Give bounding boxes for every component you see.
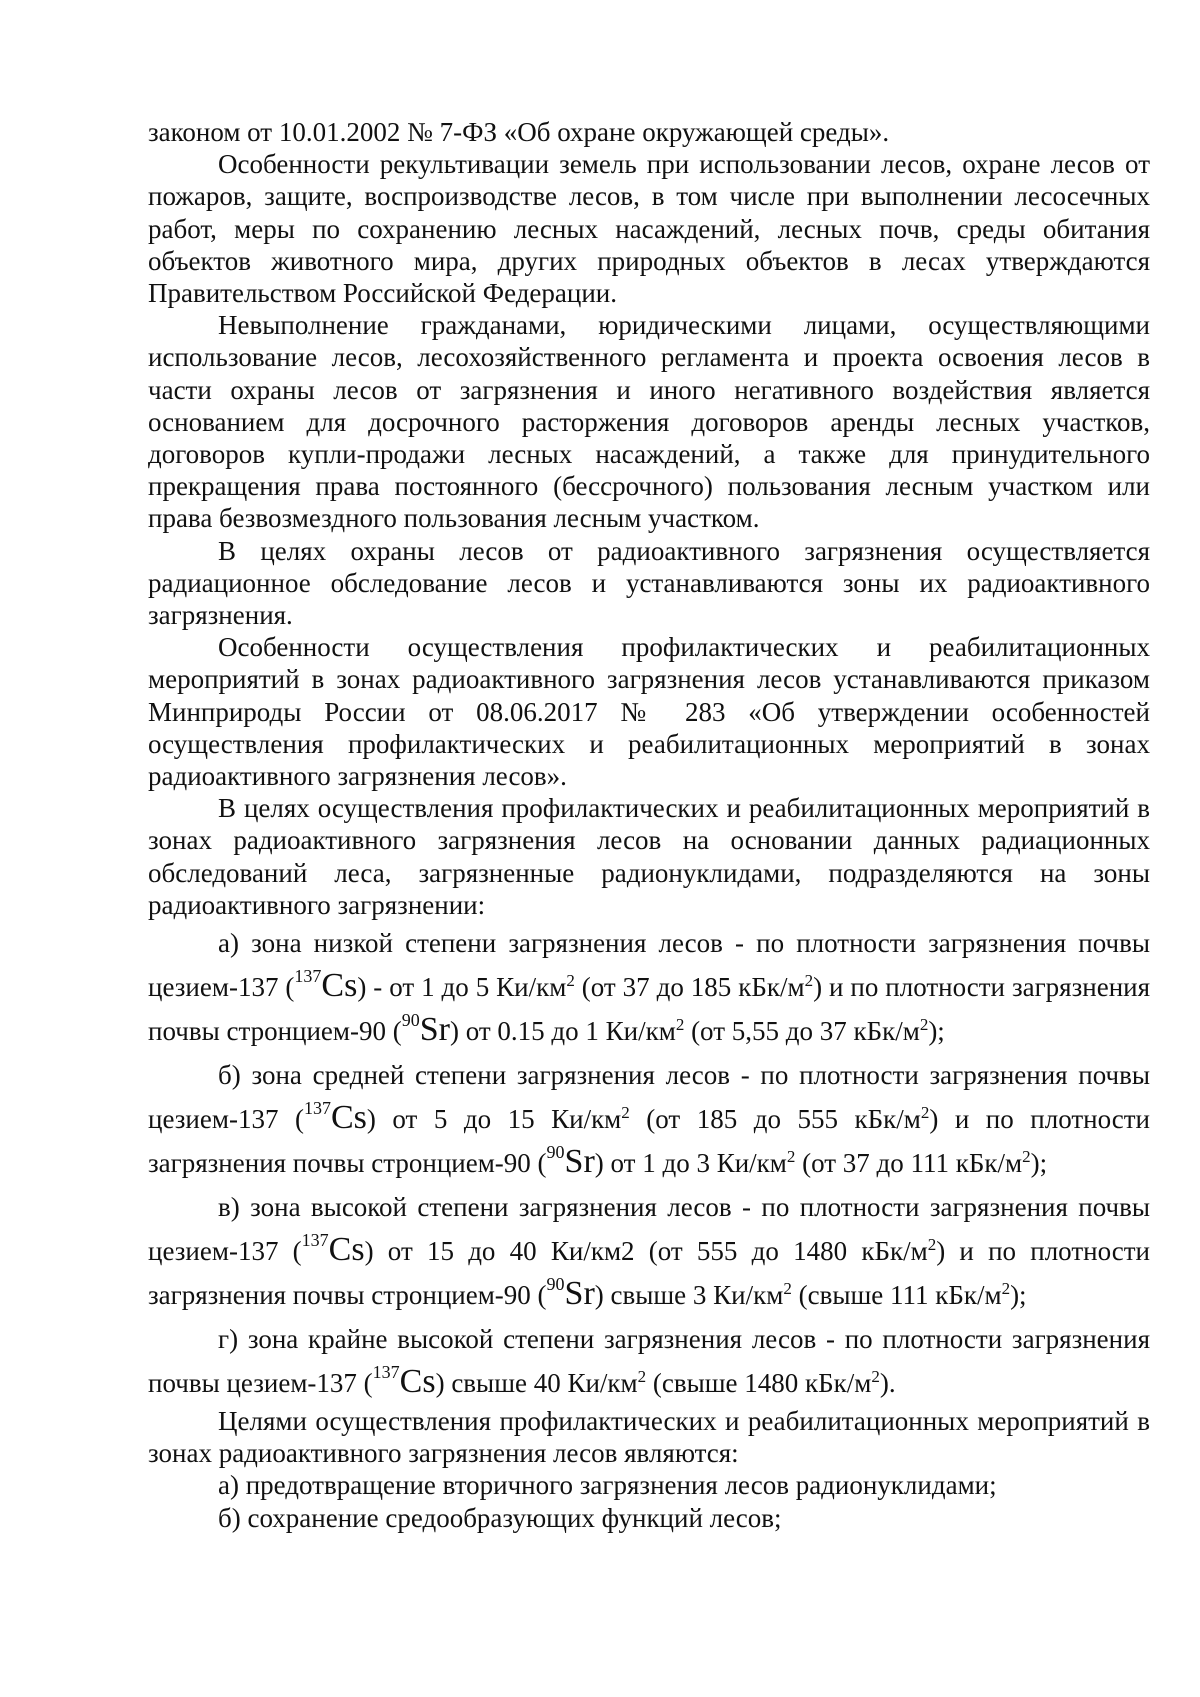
zone-high-text-6: ); [1010, 1280, 1027, 1311]
zone-high-text-3: ) и по плотности загрязнения почвы стронцием-90 ( [148, 1236, 1150, 1311]
zone-low-text-1: а) зона низкой степени загрязнения лесов - по плотности загрязнения почвы цезием-137 ( [148, 928, 1150, 1003]
superscript-2: 2 [920, 1103, 930, 1123]
zone-low-text-7: ); [928, 1016, 945, 1047]
zone-very-high-text-2: ) свыше 40 Ки/км [435, 1368, 638, 1399]
superscript-2: 2 [566, 971, 575, 991]
zone-high-text-1: в) зона высокой степени загрязнения лесов - по плотности загрязнения почвы цезием-137 ( [148, 1192, 1150, 1267]
superscript-2: 2 [919, 1015, 929, 1035]
goal-item-b: б) сохранение средообразующих функций лесов; [218, 1502, 782, 1533]
paragraph-law-reference: законом от 10.01.2002 № 7-ФЗ «Об охране окружающей среды». [148, 117, 890, 147]
zone-high-item [148, 1185, 1150, 1317]
goal-item-a: а) предотвращение вторичного загрязнения лесов радионуклидами; [218, 1470, 997, 1501]
superscript-2: 2 [621, 1103, 630, 1123]
zone-very-high-text-3: (свыше 1480 кБк/м [646, 1368, 872, 1399]
paragraph-radiation-survey: В целях охраны лесов от радиоактивного загрязнения осуществляется радиационное обследование лесов и устанавливаются зоны их радиоактивного загрязнения. [148, 535, 1150, 631]
cesium-137-symbol: $^{137}$Cs [294, 966, 358, 1005]
superscript-2: 2 [637, 1367, 647, 1387]
zone-very-high-text-4: ). [879, 1368, 896, 1399]
zone-very-high-text-1: г) зона крайне высокой степени загрязнения лесов - по плотности загрязнения почвы цезием-137 ( [148, 1324, 1150, 1399]
superscript-2: 2 [1001, 1279, 1011, 1299]
superscript-2: 2 [804, 971, 814, 991]
zone-low-text-5: ) от 0.15 до 1 Ки/км [449, 1016, 676, 1047]
superscript-2: 2 [786, 1147, 796, 1167]
zone-low-text-6: (от 5,55 до 37 кБк/м [684, 1016, 920, 1047]
zone-high-text-4: ) свыше 3 Ки/км [594, 1280, 784, 1311]
zone-medium-text-4: ) и по плотности загрязнения почвы стронцием-90 ( [148, 1104, 1150, 1179]
zone-medium-text-7: ); [1030, 1148, 1048, 1179]
zone-medium-text-6: (от 37 до 111 кБк/м [795, 1148, 1023, 1179]
paragraph-non-compliance: Невыполнение гражданами, юридическими лицами, осуществляющими использование лесов, лесохозяйственного регламента и проекта освоения лесов в части охраны лесов от загрязнения и иного негативного воздействия является основанием для досрочного расторжения договоров аренды лесных участков, договоров купли-продажи лесных насаждений, а также для принудительного прекращения права постоянного (бессрочного) пользования лесным участком или права безвозмездного пользования лесным участком. [148, 310, 1150, 534]
zone-high-text-2: ) от 15 до 40 Ки/км2 (от 555 до 1480 кБк/м [364, 1236, 928, 1267]
strontium-90-symbol: $^{90}$Sr [401, 1010, 450, 1049]
zone-low-text-3: (от 37 до 185 кБк/м [574, 972, 805, 1003]
zone-very-high-item [148, 1317, 1150, 1405]
zone-medium-text-1: б) зона средней степени загрязнения лесов - по плотности загрязнения почвы цезием-137 ( [148, 1060, 1150, 1135]
paragraph-recultivation: Особенности рекультивации земель при использовании лесов, охране лесов от пожаров, защите, воспроизводстве лесов, в том числе при выполнении лесосечных работ, меры по сохранению лесных насаждений, лесных почв, среды обитания объектов животного мира, других природных объектов в лесах утверждаются Правительством Российской Федерации. [148, 149, 1150, 309]
zone-high-text-5: (свыше 111 кБк/м [791, 1280, 1002, 1311]
superscript-2: 2 [783, 1279, 792, 1299]
zone-medium-text-5: ) от 1 до 3 Ки/км [594, 1148, 787, 1179]
zone-low-text-2: ) - от 1 до 5 Ки/км [357, 972, 567, 1003]
zone-medium-text-3: (от 185 до 555 кБк/м [629, 1104, 921, 1135]
superscript-2: 2 [1022, 1147, 1031, 1167]
paragraph-goals-intro: Целями осуществления профилактических и реабилитационных мероприятий в зонах радиоактивного загрязнения лесов являются: [148, 1406, 1150, 1469]
zone-medium-text-2: ) от 5 до 15 Ки/км [366, 1104, 622, 1135]
document-page [148, 116, 1150, 1534]
zone-low-item [148, 921, 1150, 1053]
zone-low-text-4: ) и по плотности загрязнения почвы стронцием-90 ( [148, 972, 1151, 1047]
cesium-137-symbol: $^{137}$Cs [303, 1098, 367, 1137]
zone-medium-item [148, 1053, 1150, 1185]
superscript-2: 2 [871, 1367, 880, 1387]
paragraph-order-283: Особенности осуществления профилактических и реабилитационных мероприятий в зонах радиоактивного загрязнения лесов устанавливаются приказом Минприроды России от 08.06.2017 № 283 «Об утверждении особенностей осуществления профилактических и реабилитационных мероприятий в зонах радиоактивного загрязнения лесов». [148, 632, 1150, 792]
strontium-90-symbol: $^{90}$Sr [546, 1142, 595, 1181]
cesium-137-symbol: $^{137}$Cs [301, 1230, 365, 1269]
strontium-90-symbol: $^{90}$Sr [546, 1274, 595, 1313]
cesium-137-symbol: $^{137}$Cs [372, 1362, 436, 1401]
superscript-2: 2 [927, 1235, 937, 1255]
paragraph-zones-intro: В целях осуществления профилактических и реабилитационных мероприятий в зонах радиоактивного загрязнения лесов на основании данных радиационных обследований леса, загрязненные радионуклидами, подразделяются на зоны радиоактивного загрязнении: [148, 793, 1150, 920]
superscript-2: 2 [675, 1015, 685, 1035]
